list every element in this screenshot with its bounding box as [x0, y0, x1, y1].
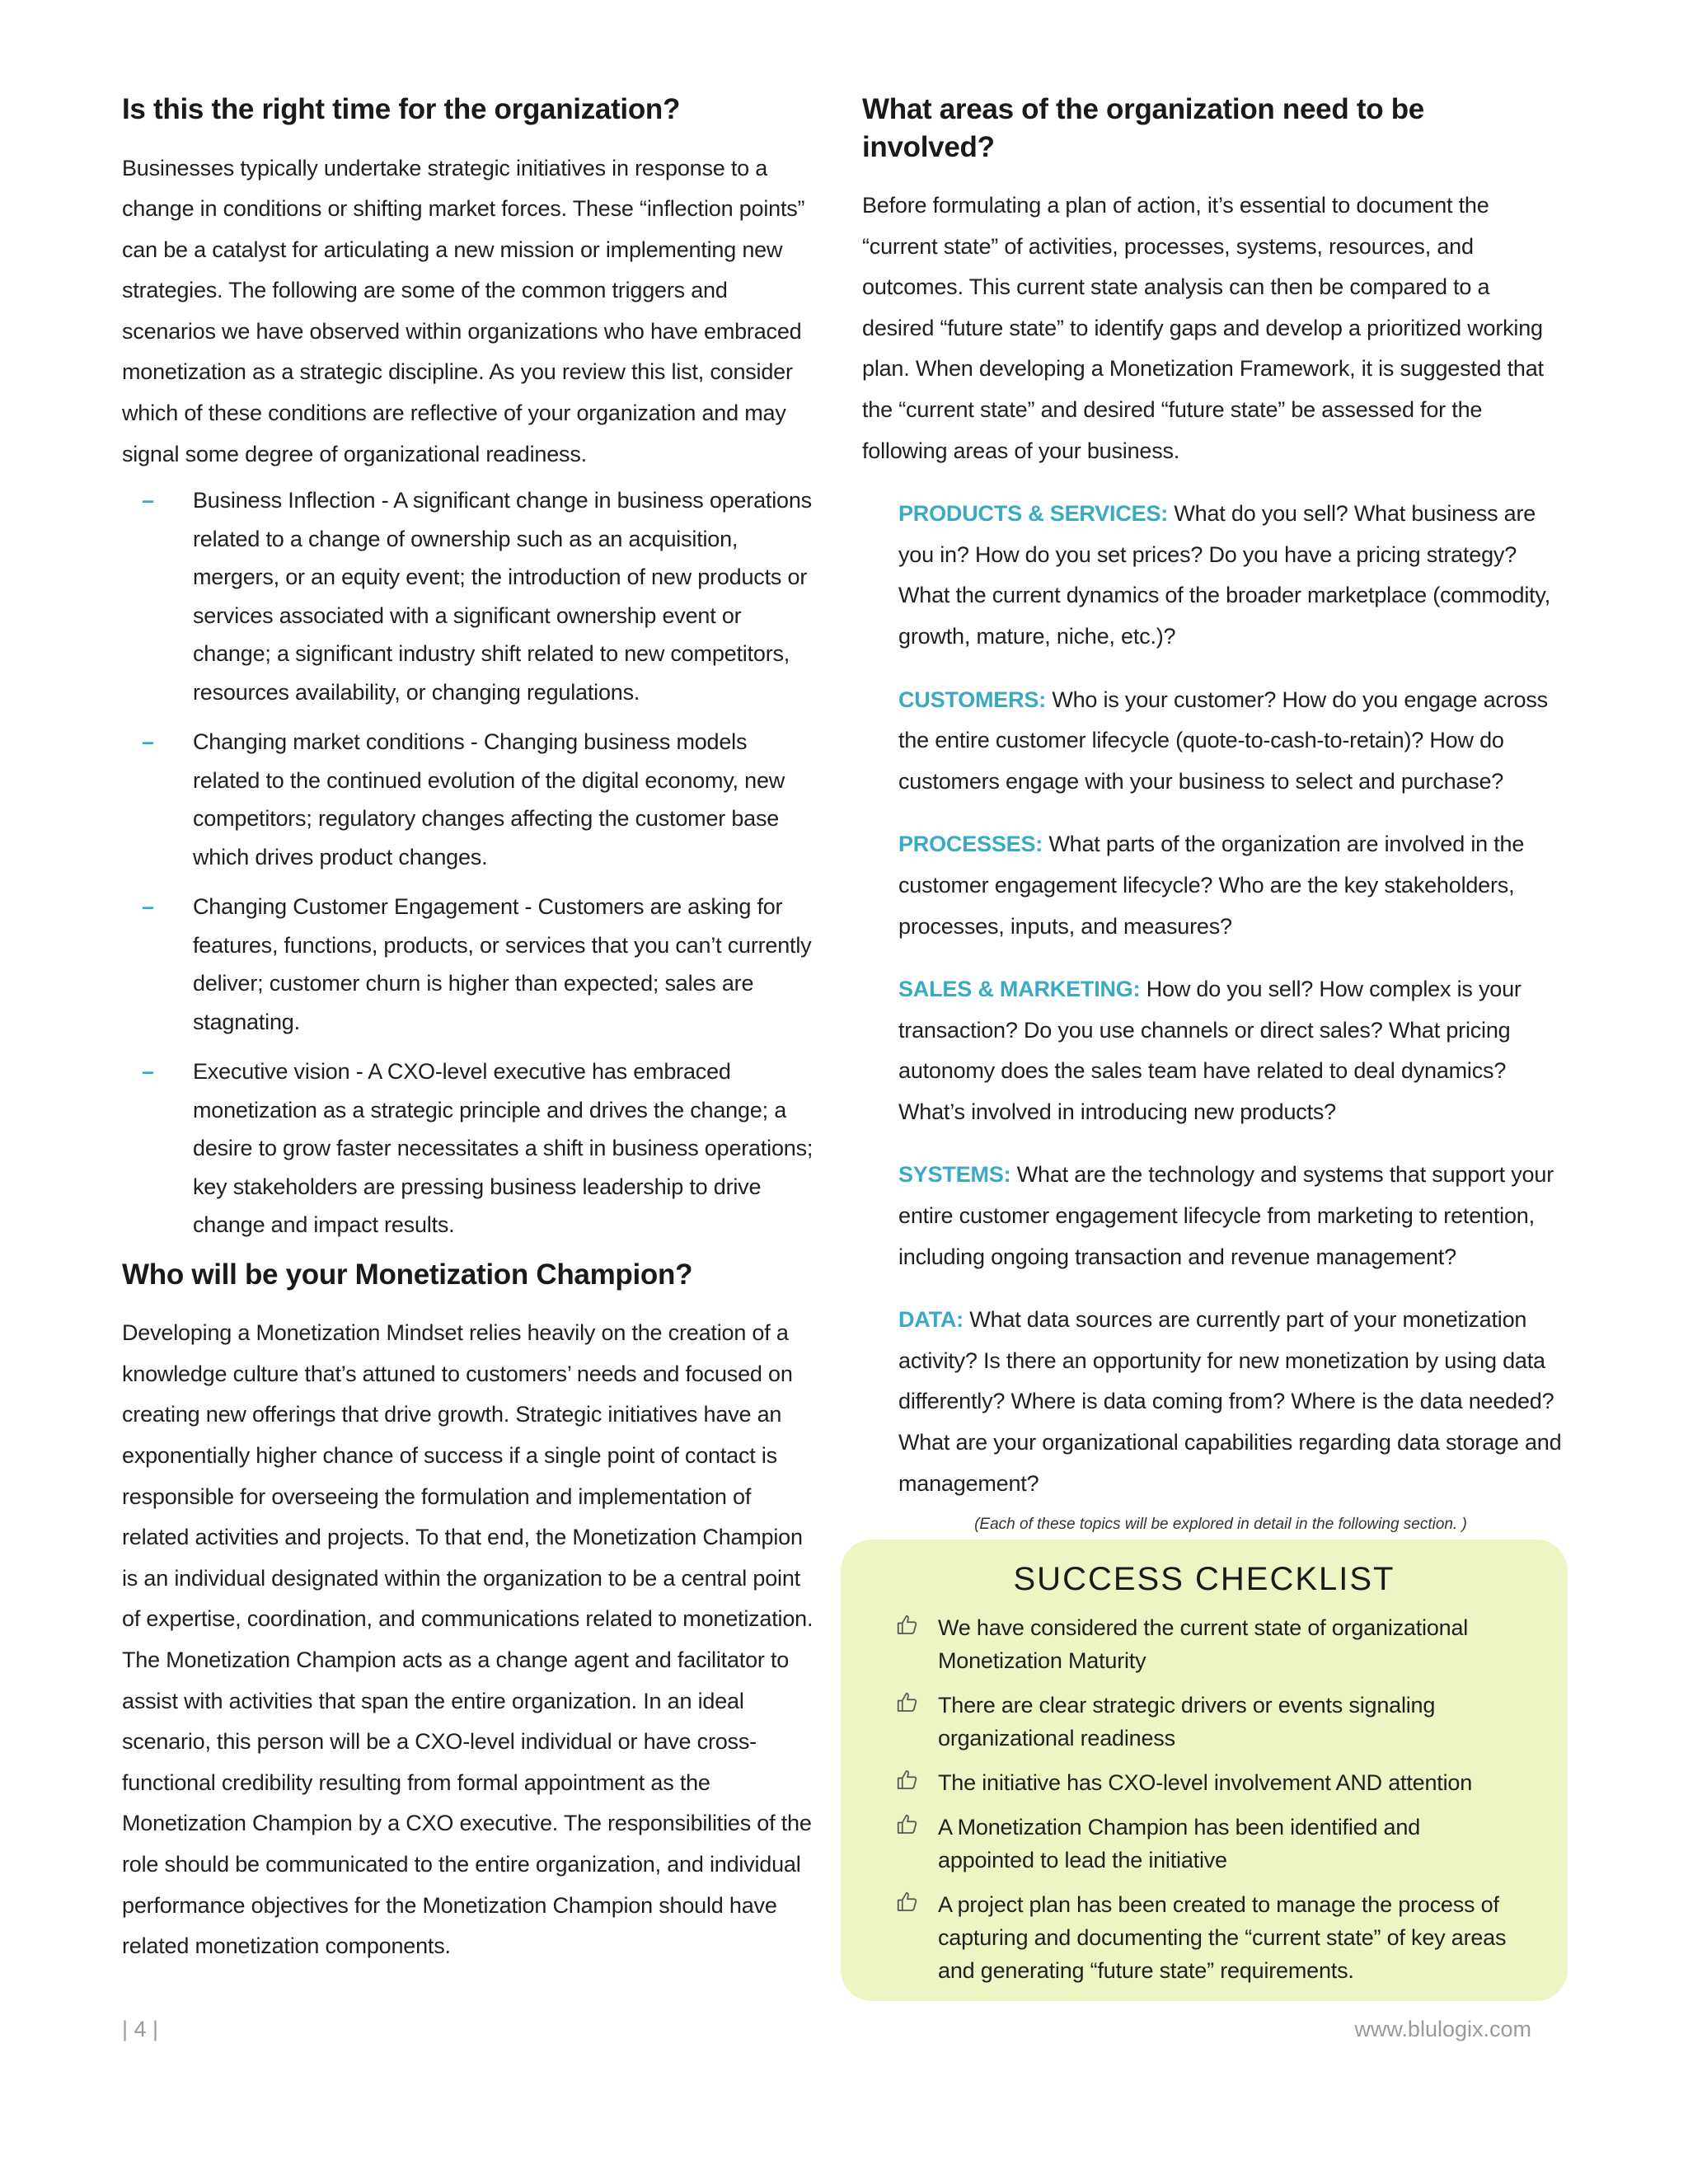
website-link[interactable]: www.blulogix.com — [1354, 2017, 1531, 2041]
list-item: – Changing Customer Engagement - Customers are asking for features, functions, products, or services that you can’t currently deliver; customer churn is higher than expected; sales are stagnating. — [122, 888, 814, 1041]
area-sales-marketing: SALES & MARKETING: How do you sell? How complex is your transaction? Do you use channels or direct sales? What pricing autonomy does the sales team have related to deal dynamics? What’s involved in introducing new products? — [898, 977, 1522, 1124]
bullet-dash: – — [142, 1059, 154, 1085]
bullet-dash: – — [142, 488, 154, 513]
bullet-dash: – — [142, 729, 154, 755]
area-data: DATA: What data sources are currently part of your monetization activity? Is there an opportunity for new monetization by using data differently? Where is data coming from? Where is the data needed? What are your organizational capabilities regarding data storage and management? — [898, 1307, 1562, 1496]
left-column — [122, 91, 814, 1967]
success-checklist — [841, 1540, 1568, 2001]
area-systems: SYSTEMS: What are the technology and systems that support your entire customer engagement lifecycle from marketing to retention, including ongoing transaction and revenue management? — [898, 1162, 1554, 1269]
checklist-item: A project plan has been created to manage the process of capturing and documenting the “current state” of key areas and generating “future state” requirements. — [890, 1888, 1518, 1987]
checklist-item: We have considered the current state of organizational Monetization Maturity — [890, 1611, 1518, 1677]
list-item: – Executive vision - A CXO-level executive has embraced monetization as a strategic principle and drives the change; a desire to grow faster necessitates a shift in business operations; key stakeholders are pressing business leadership to drive change and impact results. — [122, 1052, 814, 1244]
right-column — [862, 91, 1563, 1534]
checklist-items — [890, 1611, 1518, 1987]
areas-intro-paragraph: Before formulating a plan of action, it’s essential to document the “current state” of activities, processes, systems, resources, and outcomes. This current state analysis can then be compared to a desired “future state” to identify gaps and develop a prioritized working plan. When developing a Monetization Framework, it is suggested that the “current state” and desired “future state” be assessed for the following areas of your business. — [862, 193, 1544, 463]
heading-champion: Who will be your Monetization Champion? — [122, 1258, 693, 1291]
area-products-services: PRODUCTS & SERVICES: What do you sell? What business are you in? How do you set prices? Do you have a pricing strategy? What the current dynamics of the broader marketplace (commodity, growth, mature, niche, etc.)? — [898, 501, 1551, 649]
thumbs-up-icon — [895, 1613, 920, 1638]
checklist-title: SUCCESS CHECKLIST — [1013, 1561, 1395, 1597]
thumbs-up-icon — [895, 1768, 920, 1793]
checklist-item: There are clear strategic drivers or events signaling organizational readiness — [890, 1689, 1518, 1755]
thumbs-up-icon — [895, 1690, 920, 1715]
page-number: | 4 | — [122, 2017, 159, 2041]
bullet-dash: – — [142, 894, 154, 920]
section-note: (Each of these topics will be explored in detail in the following section. ) — [974, 1516, 1467, 1534]
list-item: – Business Inflection - A significant change in business operations related to a change of ownership such as an acquisition, mergers, or an equity event; the introduction of new products or services associated with a significant ownership event or change; a significant industry shift related to new competitors, resources availability, or changing regulations. — [122, 481, 814, 711]
heading-areas: What areas of the organization need to be involved? — [862, 93, 1424, 163]
trigger-list — [122, 481, 814, 1244]
area-customers: CUSTOMERS: Who is your customer? How do you engage across the entire customer lifecycle (quote-to-cash-to-retain)? How do customers engage with your business to select and purchase? — [898, 687, 1548, 794]
thumbs-up-icon — [895, 1812, 920, 1837]
checklist-item: A Monetization Champion has been identified and appointed to lead the initiative — [890, 1811, 1518, 1877]
areas-list — [898, 494, 1563, 1504]
thumbs-up-icon — [895, 1890, 920, 1915]
list-item: – Changing market conditions - Changing business models related to the continued evolution of the digital economy, new competitors; regulatory changes affecting the customer base which drives product changes. — [122, 723, 814, 876]
checklist-item: The initiative has CXO-level involvement AND attention — [890, 1766, 1518, 1799]
area-processes: PROCESSES: What parts of the organization are involved in the customer engagement lifecycle? Who are the key stakeholders, processes, inputs, and measures? — [898, 832, 1525, 939]
champion-paragraph: Developing a Monetization Mindset relies heavily on the creation of a knowledge culture that’s attuned to customers’ needs and focused on creating new offerings that drive growth. Strategic initiatives have an exponentially higher chance of success if a single point of contact is responsible for overseeing the formulation and implementation of related activities and projects. To that end, the Monetization Champion is an individual designated within the organization to be a central point of expertise, coordination, and communications related to monetization. The Monetization Champion acts as a change agent and facilitator to assist with activities that span the entire organization. In an ideal scenario, this person will be a CXO-level individual or have cross-functional credibility resulting from formal appointment as the Monetization Champion by a CXO executive. The responsibilities of the role should be communicated to the entire organization, and individual performance objectives for the Monetization Champion should have related monetization components. — [122, 1320, 814, 1959]
heading-right-time: Is this the right time for the organization? — [122, 93, 681, 125]
intro-paragraph: Businesses typically undertake strategic initiatives in response to a change in conditions or shifting market forces. These “inflection points” can be a catalyst for articulating a new mission or implementing new strategies. The following are some of the common triggers and scenarios we have observed within organizations who have embraced monetization as a strategic discipline. As you review this list, consider which of these conditions are reflective of your organization and may signal some degree of organizational readiness. — [122, 155, 805, 466]
